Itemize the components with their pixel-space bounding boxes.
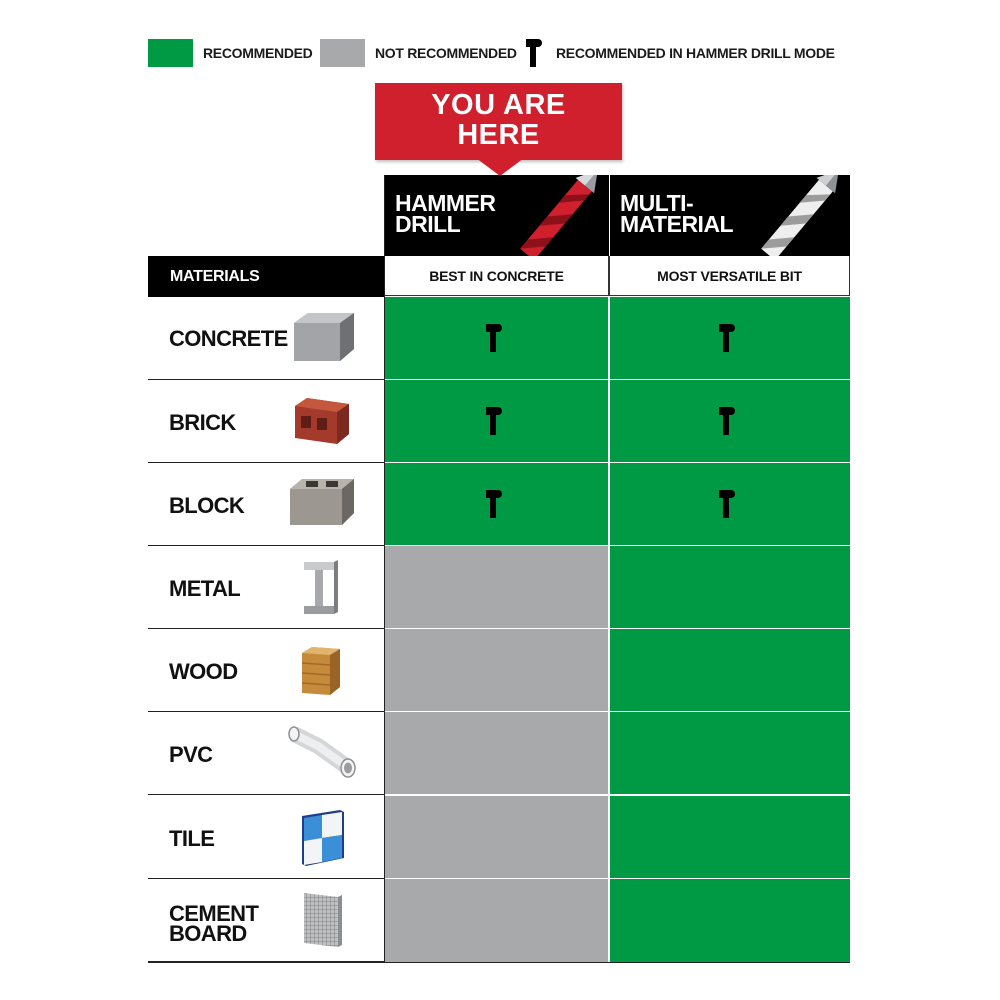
hammer-drill-cell	[385, 463, 609, 546]
recommended-legend-label: RECOMMENDED	[203, 45, 313, 61]
hammer-drill-cell	[385, 712, 609, 795]
hammer-mode-legend-label: RECOMMENDED IN HAMMER DRILL MODE	[556, 45, 835, 61]
tile-icon	[298, 808, 350, 868]
material-name: PVC	[169, 742, 213, 767]
callout-line-1: YOU ARE	[431, 89, 566, 121]
material-cell	[148, 796, 385, 879]
material-cell	[148, 463, 385, 546]
callout-line-2: HERE	[457, 119, 540, 151]
material-cell	[148, 629, 385, 712]
hammer-drill-cell	[385, 879, 609, 962]
legend	[148, 38, 848, 68]
material-cell	[148, 297, 385, 380]
material-name: WOOD	[169, 659, 238, 684]
row-brick	[148, 380, 850, 463]
material-cell	[148, 546, 385, 629]
wood-block-icon	[298, 643, 344, 699]
material-cell	[148, 380, 385, 463]
multi-material-cell	[610, 297, 850, 380]
hammer-drill-subtitle: BEST IN CONCRETE	[384, 256, 609, 296]
multi-material-header	[610, 175, 850, 256]
multi-material-cell	[610, 463, 850, 546]
hammer-drill-title	[395, 190, 496, 237]
material-name	[169, 901, 259, 946]
material-name: BRICK	[169, 410, 236, 435]
multi-material-cell	[610, 380, 850, 463]
multi-material-cell	[610, 629, 850, 712]
hammer-drill-header	[385, 175, 609, 256]
material-cell	[148, 879, 385, 962]
hammer-drill-cell	[385, 546, 609, 629]
row-tile	[148, 796, 850, 879]
cinder-block-icon	[288, 475, 356, 533]
red-masonry-bit-icon	[501, 175, 601, 256]
materials-header: MATERIALS	[148, 256, 384, 297]
hammer-drill-cell	[385, 380, 609, 463]
white-multi-material-bit-icon	[742, 175, 842, 256]
multi-material-title	[620, 190, 734, 237]
row-concrete	[148, 297, 850, 380]
concrete-block-icon	[288, 311, 358, 367]
row-metal	[148, 546, 850, 629]
material-name: BLOCK	[169, 493, 245, 518]
hammer-icon	[526, 39, 548, 72]
material-name-line-2: BOARD	[169, 921, 247, 946]
multi-material-title-line-2: MATERIAL	[620, 211, 734, 237]
hammer-icon	[719, 407, 741, 435]
hammer-icon	[486, 324, 508, 352]
multi-material-cell	[610, 796, 850, 879]
metal-beam-icon	[300, 558, 340, 618]
callout-arrow	[476, 158, 524, 176]
cement-board-icon	[298, 889, 344, 951]
multi-material-title-line-1: MULTI-	[620, 190, 694, 216]
recommended-swatch	[148, 39, 193, 67]
row-cement-board	[148, 879, 850, 962]
material-cell	[148, 712, 385, 795]
row-block	[148, 463, 850, 546]
material-name-line-1: CEMENT	[169, 901, 259, 926]
red-brick-icon	[291, 394, 353, 450]
multi-material-cell	[610, 546, 850, 629]
hammer-drill-cell	[385, 629, 609, 712]
material-name: CONCRETE	[169, 326, 288, 351]
row-pvc	[148, 712, 850, 795]
hammer-icon	[719, 490, 741, 518]
row-wood	[148, 629, 850, 712]
not-recommended-legend-label: NOT RECOMMENDED	[375, 45, 517, 61]
hammer-drill-cell	[385, 796, 609, 879]
you-are-here-callout	[375, 83, 622, 160]
multi-material-cell	[610, 879, 850, 962]
hammer-drill-title-line-2: DRILL	[395, 211, 461, 237]
hammer-drill-cell	[385, 297, 609, 380]
table-divider-line	[384, 175, 385, 963]
hammer-icon	[486, 490, 508, 518]
pvc-elbow-icon	[288, 726, 360, 784]
hammer-icon	[486, 407, 508, 435]
hammer-icon	[719, 324, 741, 352]
material-name: TILE	[169, 826, 215, 851]
hammer-drill-title-line-1: HAMMER	[395, 190, 496, 216]
multi-material-cell	[610, 712, 850, 795]
multi-material-subtitle: MOST VERSATILE BIT	[609, 256, 850, 296]
not-recommended-swatch	[320, 39, 365, 67]
material-name: METAL	[169, 576, 241, 601]
table-bottom-line	[148, 962, 850, 963]
